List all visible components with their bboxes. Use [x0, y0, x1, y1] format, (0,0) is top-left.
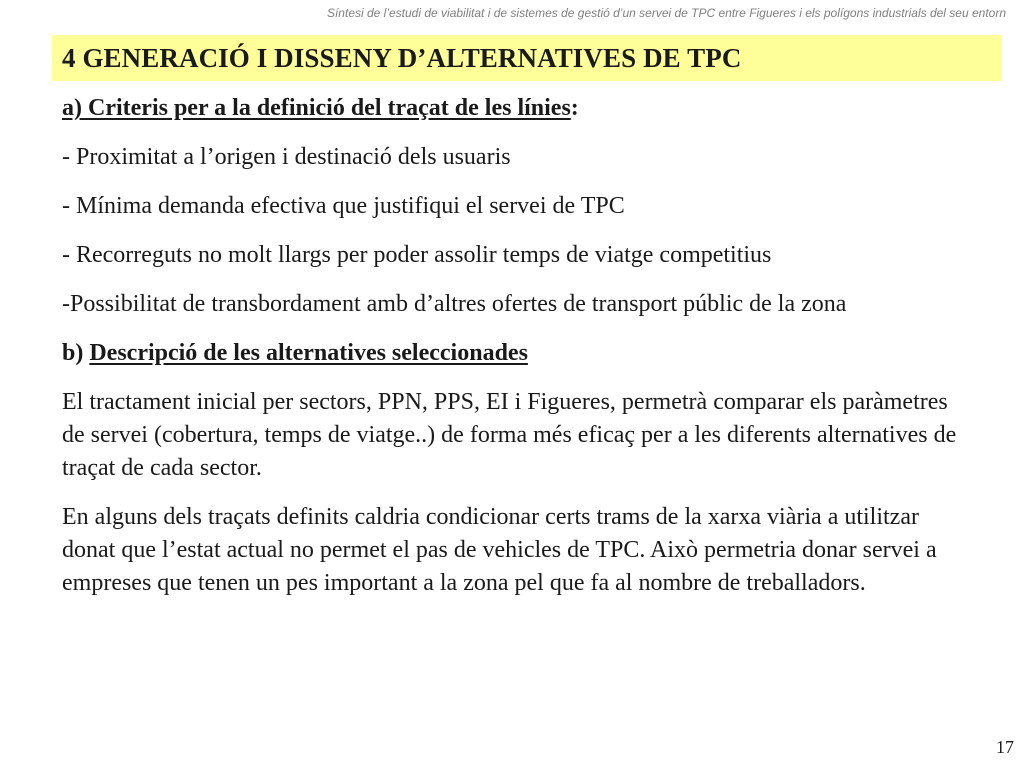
criteria-item: - Recorreguts no molt llargs per poder assolir temps de viatge competitius: [62, 242, 772, 268]
title-band: [52, 35, 1002, 81]
slide-title: 4 GENERACIÓ I DISSENY D’ALTERNATIVES DE TPC: [62, 42, 742, 73]
section-b-heading-prefix: b): [62, 340, 90, 366]
section-a-heading-text: a) Criteris per a la definició del traçat de les línies: [62, 95, 571, 121]
criteria-item: -Possibilitat de transbordament amb d’altres ofertes de transport públic de la zona: [62, 291, 847, 317]
section-b-heading: [62, 337, 967, 370]
slide-body: [62, 92, 967, 600]
criteria-item: - Mínima demanda efectiva que justifiqui el servei de TPC: [62, 193, 625, 219]
page-number: 17: [996, 737, 1014, 757]
section-a-heading: [62, 92, 967, 125]
section-b-heading-text: Descripció de les alternatives seleccionades: [89, 340, 528, 366]
section-b-paragraph: El tractament inicial per sectors, PPN, PPS, EI i Figueres, permetrà comparar els paràmetres de servei (cobertura, temps de viatge..) de forma més eficaç per a les diferents alternatives de traçat de cada sector.: [62, 389, 957, 481]
running-header: Síntesi de l’estudi de viabilitat i de sistemes de gestió d’un servei de TPC entre Figueres i els polígons industrials del seu entorn: [326, 6, 1006, 20]
section-b-paragraph: En alguns dels traçats definits caldria condicionar certs trams de la xarxa viària a utilitzar donat que l’estat actual no permet el pas de vehicles de TPC. Això permetria donar servei a empreses que tenen un pes important a la zona pel que fa al nombre de treballadors.: [62, 504, 937, 596]
section-a-heading-colon: :: [570, 95, 579, 121]
criteria-item: - Proximitat a l’origen i destinació dels usuaris: [62, 144, 511, 170]
